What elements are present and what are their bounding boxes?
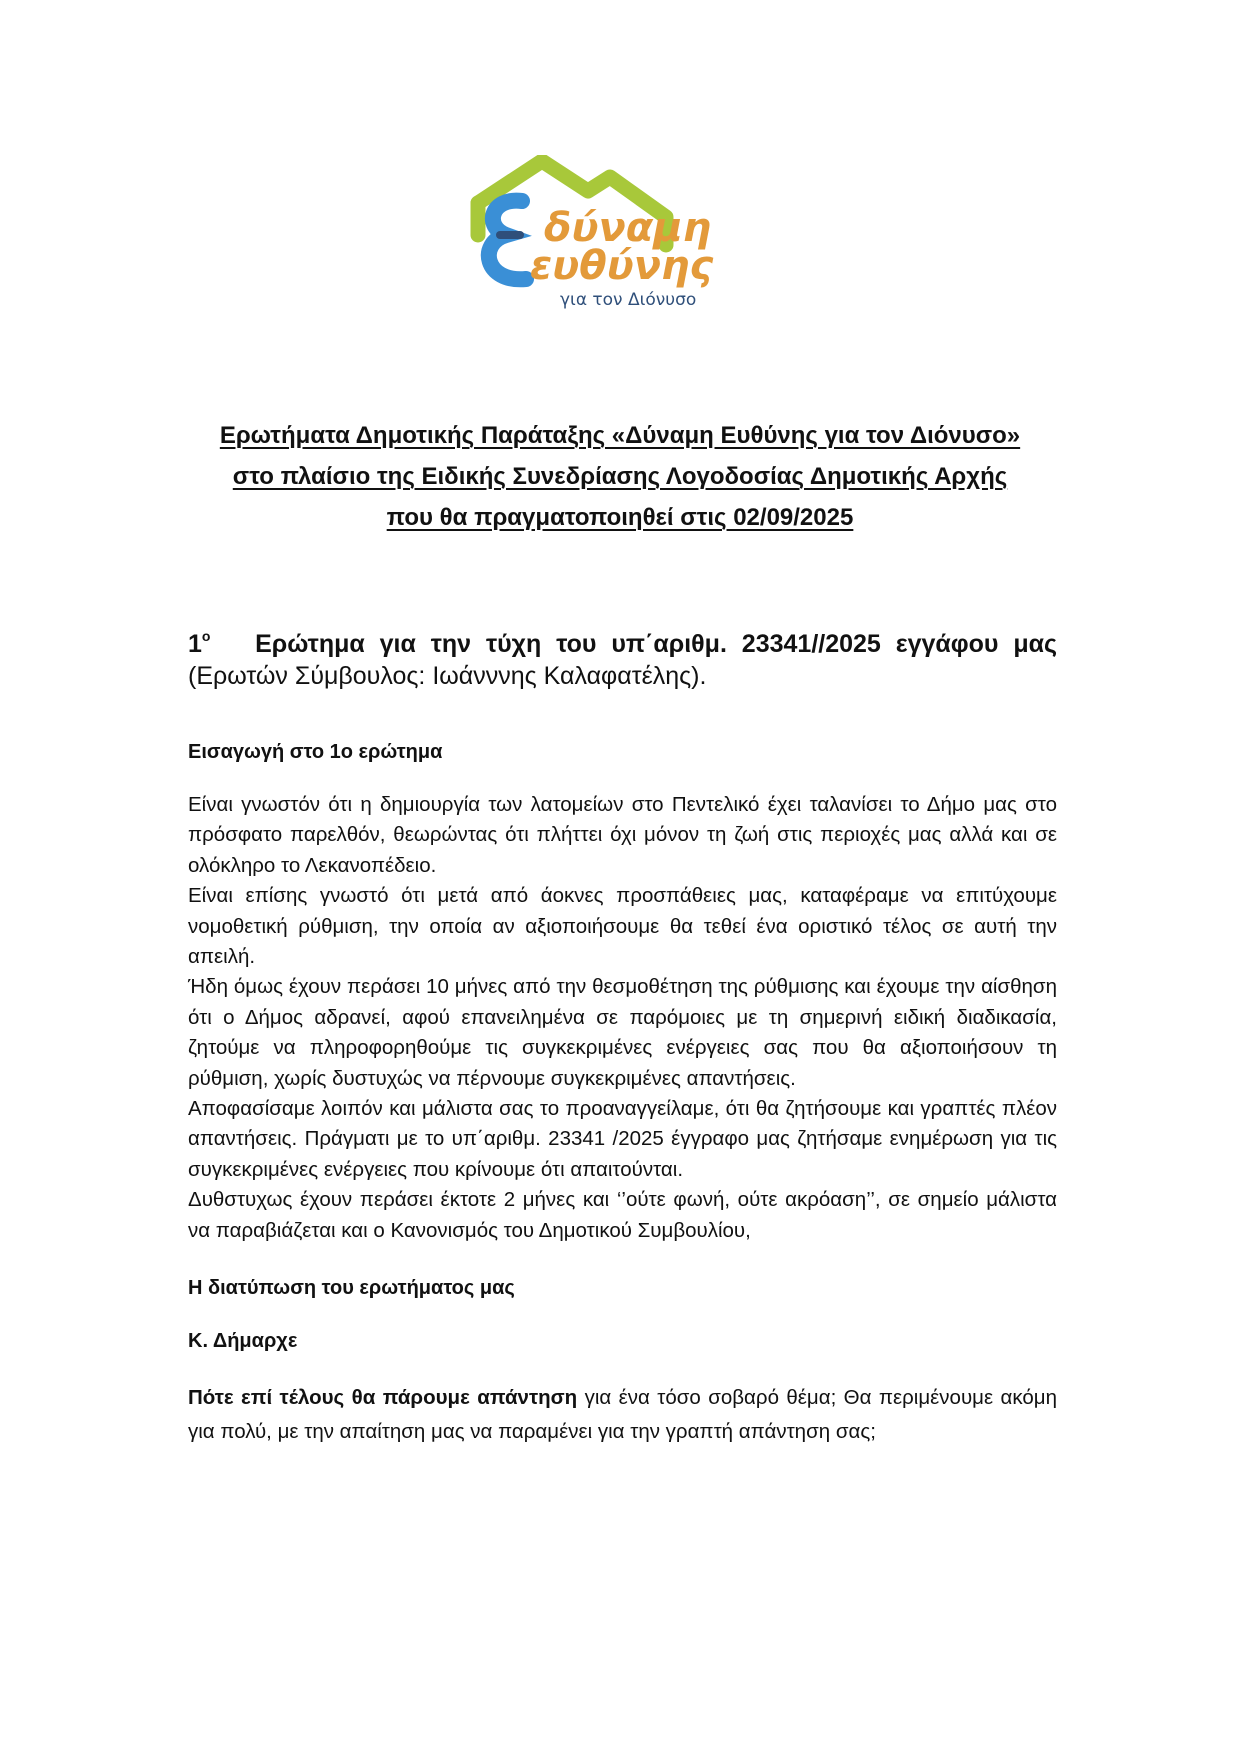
title-line-2: στο πλαίσιο της Ειδικής Συνεδρίασης Λογοδοσίας Δημοτικής Αρχής xyxy=(232,463,1008,490)
paragraph: Αποφασίσαμε λοιπόν και μάλιστα σας το προαναγγείλαμε, ότι θα ζητήσουμε και γραπτές πλέον απαντήσεις. Πράγματι με το υπ΄αριθμ. 23341 /2025 έγγραφο μας ζητήσαμε ενημέρωση για τις συγκεκριμένες ενέργειες που κρίνουμε ότι απαιτούνται. xyxy=(188,1097,1057,1181)
question-heading xyxy=(188,620,1057,692)
closing-bold: Πότε επί τέλους θα πάρουμε απάντηση xyxy=(188,1386,578,1410)
paragraph: Είναι επίσης γνωστό ότι μετά από άοκνες προσπάθειες μας, καταφέραμε να επιτύχουμε νομοθετική ρύθμιση, την οποία αν αξιοποιήσουμε θα τεθεί ένα οριστικό τέλος σε αυτή την απειλή. xyxy=(188,884,1057,969)
logo-line3: για τον Διόνυσο xyxy=(560,290,697,310)
formulation-label: Η διατύπωση του ερωτήματος μας xyxy=(188,1277,515,1300)
title-line-3: που θα πραγματοποιηθεί στις 02/09/2025 xyxy=(386,504,854,531)
closing-rest: για ένα τόσο σοβαρό θέμα; Θα περιμένουμε ακόμη για πολύ, με την απαίτηση μας να παραμένει για την γραπτή απάντηση σας; xyxy=(188,1386,1057,1444)
intro-label: Εισαγωγή στο 1ο ερώτημα xyxy=(188,741,443,763)
question-title: Ερώτημα για την τύχη του υπ΄αριθμ. 23341//2025 εγγάφου μας xyxy=(255,630,1057,658)
document-title xyxy=(150,415,1090,538)
paragraph: Δυθστυχως έχουν περάσει έκτοτε 2 μήνες και ‘’ούτε φωνή, ούτε ακρόαση’’, σε σημείο μάλιστα να παραβιάζεται και ο Κανονισμός του Δημοτικού Συμβουλίου, xyxy=(188,1188,1057,1242)
question-subheading: (Ερωτών Σύμβουλος: Ιωάνννης Καλαφατέλης). xyxy=(188,662,707,690)
logo-graphic xyxy=(470,155,770,330)
addressee: Κ. Δήμαρχε xyxy=(188,1330,298,1353)
paragraph: Είναι γνωστόν ότι η δημιουργία των λατομείων στο Πεντελικό έχει ταλανίσει το Δήμο μας στο πρόσφατο παρελθόν, θεωρώντας ότι πλήττει όχι μόνον τη ζωή στις περιοχές μας αλλά και σε ολόκληρο το Λεκανοπέδειο. xyxy=(188,793,1057,877)
logo-line2: ευθύνης xyxy=(530,243,714,289)
document-body xyxy=(188,620,1057,1449)
logo-line1: δύναμη xyxy=(544,205,712,251)
paragraph: Ήδη όμως έχουν περάσει 10 μήνες από την θεσμοθέτηση της ρύθμισης και έχουμε την αίσθηση ότι ο Δήμος αδρανεί, αφού επανειλημένα σε παρόμοιες με τη σημερινή ειδική διαδικασία, ζητούμε να πληροφορηθούμε τις συγκεκριμένες ενέργειες σας που θα αξιοποιήσουν τη ρύθμιση, χωρίς δυστυχώς να πέρνουμε συγκεκριμένες απαντήσεις. xyxy=(188,975,1057,1090)
title-line-1: Ερωτήματα Δημοτικής Παράταξης «Δύναμη Ευθύνης για τον Διόνυσο» xyxy=(219,422,1021,449)
logo-epsilon-shape xyxy=(489,201,526,280)
question-number: 1 xyxy=(188,630,202,658)
question-ordinal: ο xyxy=(201,628,211,644)
intro-paragraphs xyxy=(188,790,1057,1246)
closing-question xyxy=(188,1381,1057,1449)
party-logo xyxy=(470,155,770,330)
